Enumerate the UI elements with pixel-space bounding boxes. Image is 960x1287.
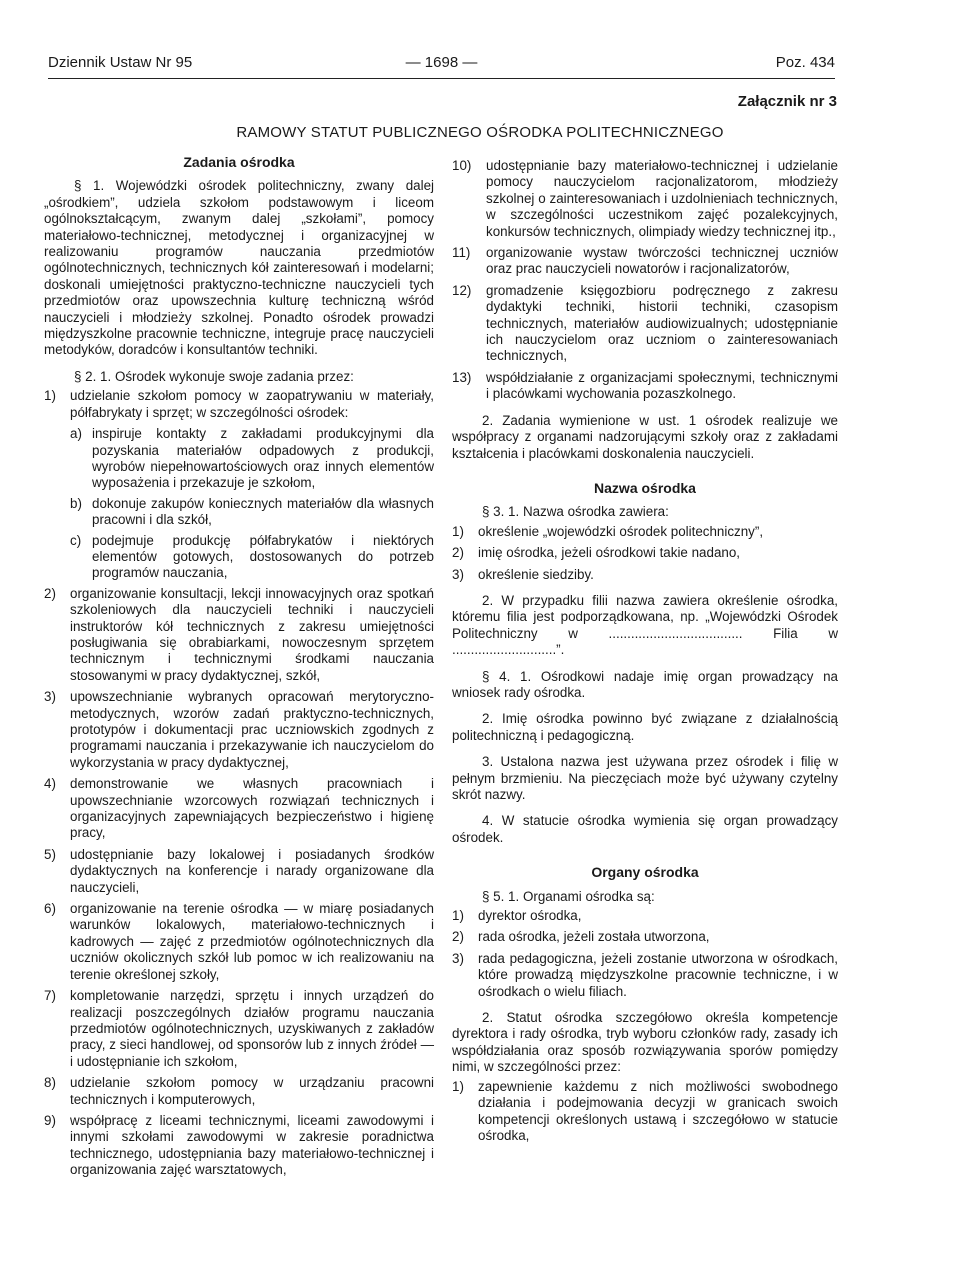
page-header bbox=[48, 54, 835, 79]
list-item: 12) gromadzenie księgozbioru podręcznego z zakresu dydaktyki techniki, historii techniki, czasopism technicznych, materiałów audiowizualnych; udostępnianie ich nauczycielom oraz uczniom o zainteresowaniach technicznych, bbox=[452, 282, 838, 364]
paragraph: 2. W przypadku filii nazwa zawiera określenie ośrodka, któremu filia jest podporządkowana, np. „Wojewódzki Ośrodek Politechniczny w .................................... Filia w ............................”. bbox=[452, 592, 838, 658]
list-item: 11) organizowanie wystaw twórczości technicznej uczniów oraz prac nauczycieli nowatorów i racjonalizatorów, bbox=[452, 245, 838, 277]
list-item: 10) udostępnianie bazy materiałowo-technicznej i udzielanie pomocy nauczycielom racjonalizatorom, młodzieży szkolnej o zainteresowaniach i uzdolnieniach technicznych, w szczególności uczestnikom zajęć pozalekcyjnych, konkursów technicznych, olimpiady wiedzy technicznej itp., bbox=[452, 158, 838, 239]
paragraph: 2. Zadania wymienione w ust. 1 ośrodek realizuje we współpracy z organami nadzorującymi szkoły oraz z zakładami kształcenia i placówkami doskonalenia nauczycieli. bbox=[452, 412, 838, 461]
left-column bbox=[44, 150, 434, 1184]
journal-title: Dziennik Ustaw Nr 95 bbox=[48, 54, 193, 71]
list-item: 1) udzielanie szkołom pomocy w zaopatrywaniu w materiały, półfabrykaty i sprzęt; w szczególności ośrodek: bbox=[44, 388, 434, 420]
paragraph-1: § 1. Wojewódzki ośrodek politechniczny, zwany dalej „ośrodkiem”, udziela szkołom podstawowym i liceom ogólnokształcącym, zwanym dalej „szkołami”, pomocy materiałowo-technicznej, metodycznej i organizacyjnej w realizowaniu programów nauczania przedmiotów ogólnotechnicznych, technicznych kół zainteresowań i modelarni; doskonali umiejętności praktyczno-techniczne nauczycieli tych przedmiotów oraz upowszechnia kulturę techniczną wśród nauczycieli i młodzieży szkolnej. Ponadto ośrodek prowadzi międzyszkolne pracownie techniczne, integruje pracę nauczycieli metodyków, doradców i konsultantów techniki. bbox=[44, 178, 434, 358]
list-item: 2) rada ośrodka, jeżeli została utworzona, bbox=[452, 929, 710, 945]
list-item: 5) udostępnianie bazy lokalowej i posiadanych środków dydaktycznych na konferencje i narady organizowane dla nauczycieli, bbox=[44, 846, 434, 895]
list-item: 1) określenie „wojewódzki ośrodek politechniczny”, bbox=[452, 523, 764, 539]
list-item: 8) udzielanie szkołom pomocy w urządzaniu pracowni technicznych i komputerowych, bbox=[44, 1075, 434, 1107]
position-number: Poz. 434 bbox=[775, 54, 835, 71]
list-item: 3) upowszechnianie wybranych opracowań merytoryczno-metodycznych, wzorów zadań praktyczno-technicznych, prototypów i dokumentacji prac uczniowskich zgodnych z programami nauczania i przekazywanie ich nauczycielom do wykorzystania w pracy dydaktycznej, bbox=[44, 689, 434, 770]
list-item: 3) określenie siedziby. bbox=[452, 566, 594, 582]
paragraph: § 3. 1. Nazwa ośrodka zawiera: bbox=[482, 504, 669, 520]
annex-label: Załącznik nr 3 bbox=[737, 93, 837, 110]
document-title: RAMOWY STATUT PUBLICZNEGO OŚRODKA POLITECHNICZNEGO bbox=[236, 124, 724, 141]
list-item: 4) demonstrowanie we własnych pracowniach i upowszechnianie wzorcowych rozwiązań technicznych i organizacyjnych zapewniających bezpieczeństwo i higienę pracy, bbox=[44, 776, 434, 841]
list-item: 1) zapewnienie każdemu z nich możliwości swobodnego działania i podejmowania decyzji w granicach swoich kompetencji określonych ustawą i szczegółowo w statucie ośrodka, bbox=[452, 1078, 838, 1143]
paragraph: § 5. 1. Organami ośrodka są: bbox=[482, 888, 655, 904]
paragraph: 4. W statucie ośrodka wymienia się organ prowadzący ośrodek. bbox=[452, 813, 838, 845]
paragraph-2: § 2. 1. Ośrodek wykonuje swoje zadania przez: bbox=[74, 368, 354, 384]
section-heading-tasks: Zadania ośrodka bbox=[183, 154, 295, 170]
sub-list-item: c) podejmuje produkcję półfabrykatów i niektórych elementów gotowych, dostosowanych do potrzeb programów nauczania, bbox=[70, 532, 434, 581]
paragraph: § 4. 1. Ośrodkowi nadaje imię organ prowadzący na wniosek rady ośrodka. bbox=[452, 668, 838, 700]
list-item: 2) organizowanie konsultacji, lekcji innowacyjnych oraz spotkań szkoleniowych dla nauczycieli techniki i nauczycieli instruktorów kół technicznych z zakresu umiejętności posługiwania się obrabiarkami, nowoczesnym sprzętem technicznym i technicznymi środkami nauczania stosowanymi w pracy dydaktycznej, szkół, bbox=[44, 585, 434, 683]
sub-list-item: a) inspiruje kontakty z zakładami produkcyjnymi dla pozyskania materiałów odpadowych z produkcji, wyrobów niepełnowartościowych oraz innych elementów wyposażenia i przekazuje je szkołom, bbox=[70, 426, 434, 491]
list-item: 2) imię ośrodka, jeżeli ośrodkowi takie nadano, bbox=[452, 545, 741, 561]
paragraph: 3. Ustalona nazwa jest używana przez ośrodek i filię w pełnym brzmieniu. Na pieczęciach może być używany czytelny skrót nazwy. bbox=[452, 754, 838, 802]
list-item: 1) dyrektor ośrodka, bbox=[452, 908, 582, 924]
list-item: 3) rada pedagogiczna, jeżeli zostanie utworzona w ośrodkach, które prowadzą międzyszkolne pracownie techniczne, i w ośrodkach o wielu filiach. bbox=[452, 950, 838, 999]
right-column bbox=[452, 150, 838, 1149]
list-item: 9) współpracę z liceami technicznymi, liceami zawodowymi i innymi szkołami zawodowymi w zakresie poradnictwa technicznego, udostępniania bazy materiałowo-technicznej i organizowania zajęć warsztatowych, bbox=[44, 1112, 434, 1178]
page-number: — 1698 — bbox=[405, 54, 478, 71]
section-heading-name: Nazwa ośrodka bbox=[594, 479, 696, 496]
list-item: 6) organizowanie na terenie ośrodka — w miarę posiadanych warunków lokalowych, materiałowo-technicznych i kadrowych — zajęć z przedmiotów ogólnotechnicznych dla uczniów okolicznych szkół lub pomoc w ich realizowaniu na terenie określonej szkoły, bbox=[44, 901, 434, 982]
list-item: 7) kompletowanie narzędzi, sprzętu i innych urządzeń do realizacji poszczególnych działów programu nauczania przedmiotów ogólnotechnicznych, uzyskiwanych z zakładów pracy, z sieci handlowej, od sponsorów lub z innych źródeł — i udostępnianie ich szkołom, bbox=[44, 988, 434, 1069]
paragraph: 2. Imię ośrodka powinno być związane z działalnością politechniczną i pedagogiczną. bbox=[452, 711, 838, 743]
list-item: 13) współdziałanie z organizacjami społecznymi, technicznymi i placówkami wychowania pozaszkolnego. bbox=[452, 369, 838, 402]
paragraph: 2. Statut ośrodka szczegółowo określa kompetencje dyrektora i rady ośrodka, tryb wyboru członków rady, zasady ich współdziałania oraz sposób rozwiązywania sporów pomiędzy nimi, w szczególności przez: bbox=[452, 1010, 838, 1075]
section-heading-organs: Organy ośrodka bbox=[591, 864, 699, 881]
sub-list-item: b) dokonuje zakupów koniecznych materiałów dla własnych pracowni i dla szkół, bbox=[70, 495, 434, 528]
